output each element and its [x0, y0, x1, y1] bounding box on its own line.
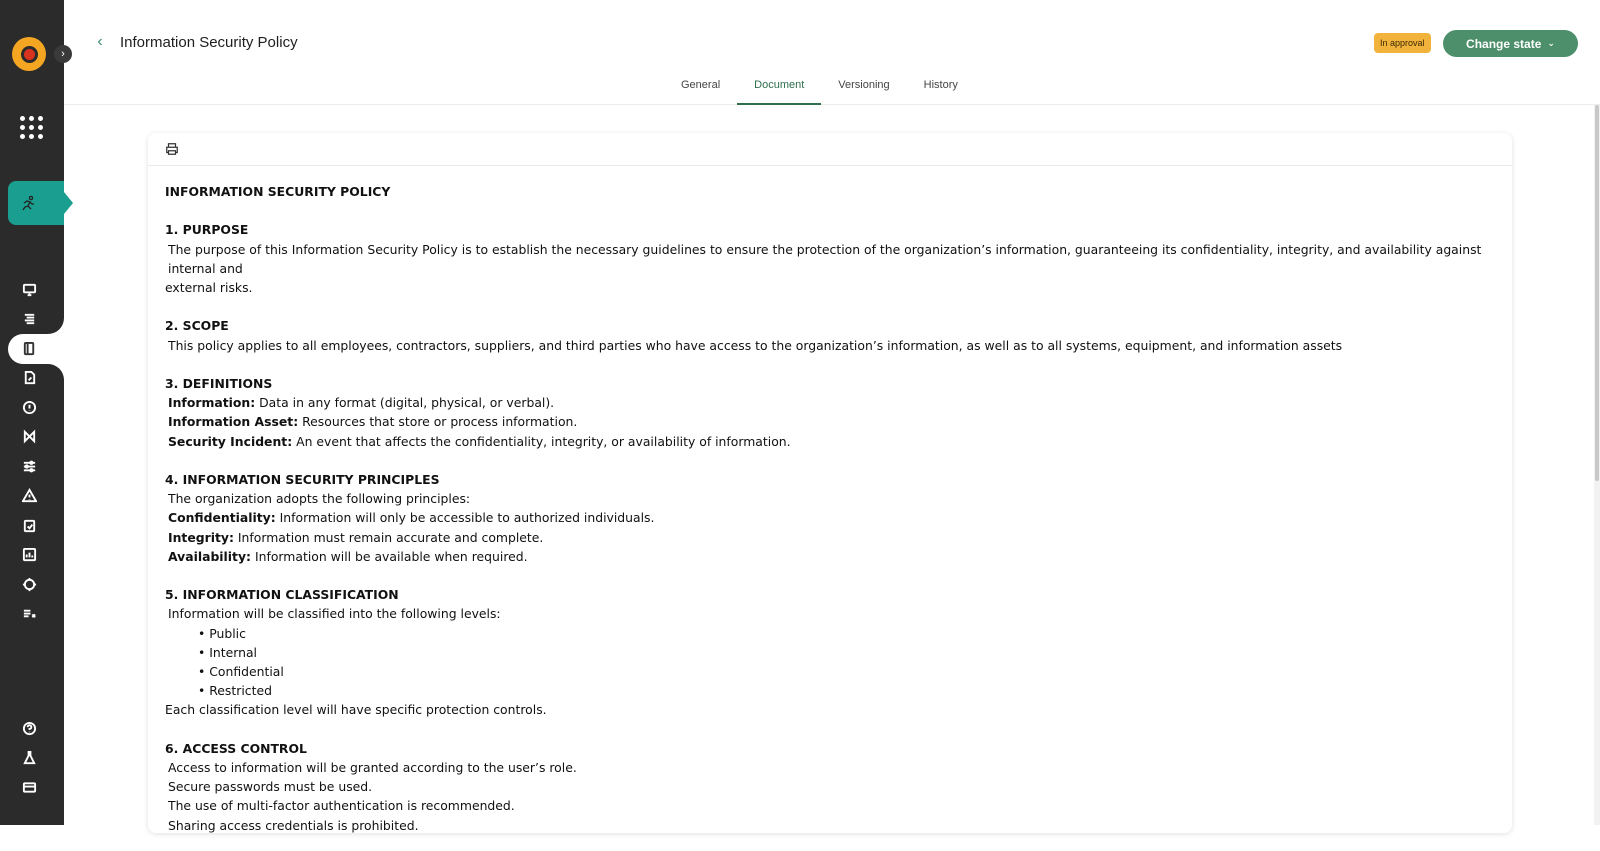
principle-term: Availability: — [168, 548, 252, 564]
paragraph: Secure passwords must be used. — [168, 779, 373, 795]
expand-sidebar-button[interactable]: › — [54, 45, 72, 63]
section-heading: 5. INFORMATION CLASSIFICATION — [165, 587, 399, 603]
definition-text: An event that affects the confidentiality, integrity, or availability of information. — [296, 433, 791, 449]
card-icon[interactable] — [18, 776, 40, 798]
report-icon[interactable] — [18, 543, 40, 565]
definition-item — [165, 412, 1495, 431]
paragraph: Sharing access credentials is prohibited. — [168, 817, 419, 833]
tab-versioning[interactable]: Versioning — [838, 79, 890, 91]
warning-icon[interactable] — [18, 484, 40, 506]
list-item: • Restricted — [198, 683, 272, 699]
tab-history[interactable]: History — [923, 79, 958, 91]
checklist-icon[interactable] — [18, 514, 40, 536]
document-toolbar — [148, 133, 1512, 166]
change-state-label: Change state — [1466, 36, 1542, 51]
page-title: Information Security Policy — [120, 34, 298, 51]
definition-term: Information: — [168, 395, 256, 411]
status-badge: In approval — [1374, 33, 1431, 53]
paragraph: The purpose of this Information Security Policy is to establish the necessary guidelines to ensure the protection of the organization’s information, guaranteeing its confidentiality, integrity, and availability against internal and — [168, 241, 1482, 276]
definition-term: Information Asset: — [168, 414, 299, 430]
list-item: • Internal — [198, 644, 258, 660]
definition-item — [165, 432, 1495, 451]
back-arrow-icon[interactable]: ‹ — [97, 33, 103, 50]
paragraph: Information will be classified into the following levels: — [168, 606, 501, 622]
principle-item — [165, 508, 1495, 527]
principle-text: Information must remain accurate and complete. — [237, 529, 544, 545]
paragraph: external risks. — [165, 280, 253, 295]
runner-icon — [20, 195, 36, 211]
change-state-button[interactable] — [1443, 30, 1578, 57]
principle-term: Confidentiality: — [168, 510, 276, 526]
document-card — [148, 133, 1512, 833]
definition-item — [165, 393, 1495, 412]
documents-icon[interactable] — [18, 337, 40, 359]
definition-text: Data in any format (digital, physical, or verbal). — [259, 395, 555, 411]
paragraph: The use of multi-factor authentication is recommended. — [168, 798, 515, 814]
definition-term: Security Incident: — [168, 433, 293, 449]
section-heading: 6. ACCESS CONTROL — [165, 740, 307, 756]
print-icon[interactable] — [165, 142, 179, 156]
paragraph: Access to information will be granted according to the user’s role. — [168, 760, 577, 775]
paragraph: This policy applies to all employees, contractors, suppliers, and third parties who have access to the organization’s information, as well as to all systems, equipment, and information assets — [168, 337, 1343, 353]
list-cancel-icon[interactable] — [18, 602, 40, 624]
list-item: • Public — [198, 625, 246, 641]
active-module-button[interactable] — [8, 181, 64, 225]
chevron-down-icon: ⌄ — [1547, 38, 1555, 48]
principle-text: Information will be available when required. — [254, 548, 528, 564]
bowtie-icon[interactable] — [18, 425, 40, 447]
help-icon[interactable] — [18, 717, 40, 739]
principle-text: Information will only be accessible to authorized individuals. — [279, 510, 655, 526]
document-edit-icon[interactable] — [18, 366, 40, 388]
list-item: • Confidential — [198, 664, 284, 679]
principle-term: Integrity: — [168, 529, 234, 545]
scrollbar-thumb[interactable] — [1595, 105, 1599, 481]
flask-icon[interactable] — [18, 746, 40, 768]
definition-text: Resources that store or process information. — [302, 414, 578, 430]
apps-grid-icon[interactable] — [20, 116, 44, 140]
tab-general[interactable]: General — [681, 79, 721, 91]
list-icon[interactable] — [18, 307, 40, 329]
document-body — [148, 166, 1512, 851]
tab-document[interactable]: Document — [737, 70, 821, 105]
sidebar — [0, 0, 64, 825]
paragraph: The organization adopts the following principles: — [168, 491, 471, 507]
section-heading: 1. PURPOSE — [165, 222, 249, 238]
section-heading: 3. DEFINITIONS — [165, 375, 273, 391]
tab-bar — [664, 70, 975, 105]
sliders-icon[interactable] — [18, 455, 40, 477]
app-logo[interactable] — [12, 37, 46, 71]
section-heading: 4. INFORMATION SECURITY PRINCIPLES — [165, 471, 440, 487]
alert-circle-icon[interactable] — [18, 396, 40, 418]
target-icon[interactable] — [18, 573, 40, 595]
page-header — [64, 0, 1600, 105]
principle-item — [165, 547, 1495, 566]
principle-item — [165, 528, 1495, 547]
paragraph: Each classification level will have specific protection controls. — [165, 702, 547, 718]
section-heading: 2. SCOPE — [165, 318, 229, 334]
document-title: INFORMATION SECURITY POLICY — [165, 184, 391, 199]
monitor-icon[interactable] — [18, 278, 40, 300]
